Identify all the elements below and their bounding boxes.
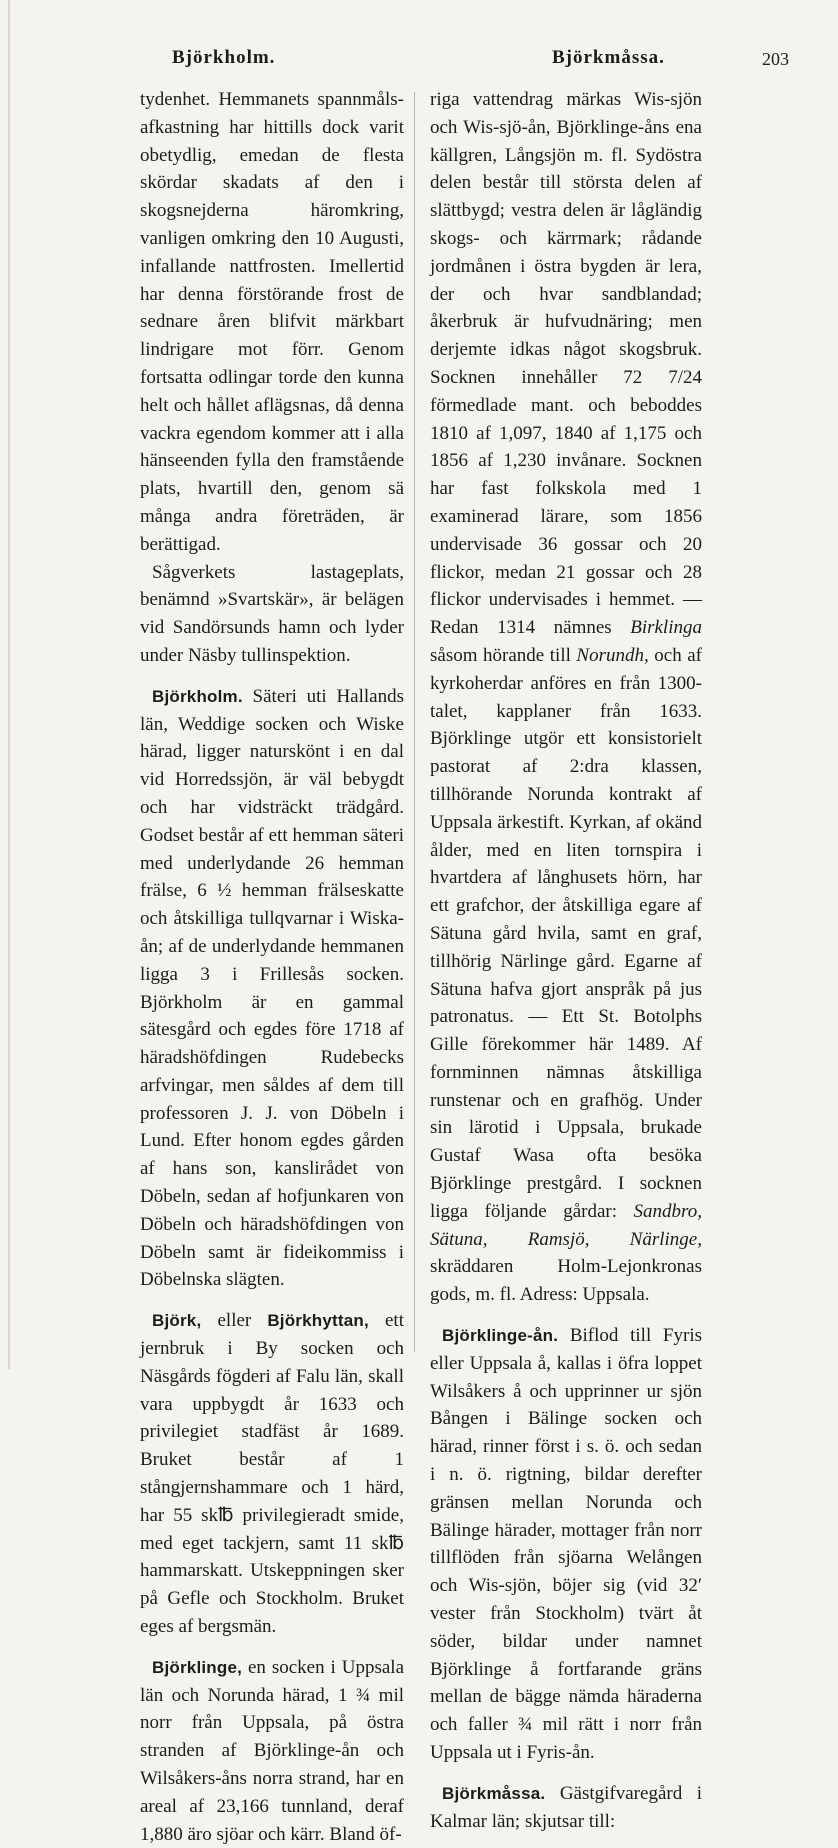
- entry-text: ett jernbruk i By socken och Näsgårds fögderi af Falu län, skall vara uppbygdt år 1633 och privilegiet stadfäst år 1689. Bruket består af 1 stångjernshammare och 1 härd, har 55 sk℔ privilegieradt smide, med eget tackjern, samt 11 sk℔ hammarskatt. Utskeppningen sker på Gefle och Stockholm. Bruket eges af bergsmän.: [140, 1310, 404, 1638]
- column-divider: [414, 92, 415, 1352]
- headword: Björklinge-ån.: [442, 1326, 559, 1346]
- headword: Björkmåssa.: [442, 1783, 546, 1803]
- entry-bjorkholm: [140, 683, 404, 1295]
- entry-text: riga vattendrag märkas Wis-sjön och Wis-sjö-ån, Björklinge-åns ena källgren, Långsjön m. fl. Sydöstra delen består till största delen af slättbygd; vestra delen är lågländig skogs- och kärrmark; rådande jordmånen i östra bygden är lera, der och hvar sandblandad; åkerbruk är hufvudnäring; men derjemte idkas något skogsbruk. Socknen innehåller 72 7/24 förmedlade mant. och beboddes 1810 af 1,097, 1840 af 1,175 och 1856 af 1,230 invånare. Socknen har fast folkskola med 1 examinerad lärare, som 1856 undervisade 36 gossar och 20 flickor, medan 21 gossar och 28 flickor undervisades i hemmet. — Redan 1314 nämnes: [430, 89, 702, 639]
- entry-text: Biflod till Fyris eller Uppsala å, kallas i öfra loppet Wilsåkers å och upprinner ur sjön Bången i Bälinge socken och härad, rinner först i s. ö. och sedan i n. ö. rigtning, bildar derefter gränsen mellan Norunda och Bälinge härader, mottager från norr tillflöden från sjöarna Welången och Wis-sjön, böjer sig (vid 32′ vester från Stockholm) tvärt åt söder, bildar under namnet Björklinge å fortfarande gräns mellan de bägge nämda häraderna och faller ¾ mil rätt i norr från Uppsala ut i Fyris-ån.: [430, 1325, 702, 1764]
- page-edge: [8, 0, 10, 1369]
- entry-text: Säteri uti Hallands län, Weddige socken och Wiske härad, ligger naturskönt i en dal vid Horredssjön, är väl bebygdt och har vidsträckt trädgård. Godset består af ett hemman säteri med underlydande 26 hemman frälse, 6 ½ hemman frälseskatte och åtskilliga tullqvarnar i Wiska-ån; af de underlydande hemmanen ligga 3 i Frillesås socken. Björkholm är en gammal sätesgård och egdes före 1718 af häradshöfdingen Rudebecks arfvingar, men såldes af dem till professoren J. J. von Döbeln i Lund. Efter honom egdes gården af hans son, kanslirådet von Döbeln, sedan af hofjunkaren von Döbeln och häradshöfdingen von Döbeln samt är fideikommiss i Döbelnska slägten.: [140, 685, 404, 1291]
- entry-text: skräddaren Holm-Lejonkronas gods, m. fl. Adress: Uppsala.: [430, 1256, 702, 1306]
- left-column: [140, 86, 404, 1848]
- entry-text: Gästgifvaregård i Kalmar län; skjutsar till:: [430, 1782, 702, 1832]
- headword: Björk,: [152, 1311, 202, 1331]
- right-column: [430, 86, 702, 1835]
- entry-bjorkmassa: [430, 1780, 702, 1836]
- page-number: 203: [762, 49, 789, 69]
- italic-term: Birklinga: [630, 617, 702, 639]
- running-header: [0, 47, 838, 77]
- headword: Björklinge,: [152, 1657, 243, 1677]
- italic-term: Norundh,: [576, 644, 649, 666]
- entry-text: såsom hörande till: [430, 644, 577, 666]
- entry-bjork: [140, 1307, 404, 1641]
- entry-bjorklinge: [140, 1654, 404, 1848]
- entry-text: en socken i Uppsala län och Norunda härad, 1 ¾ mil norr från Uppsala, på östra stranden af Björklinge-ån och Wilsåkers-åns norra strand, har en areal af 23,166 tunnland, deraf 1,880 äro sjöar och kärr. Bland öf-: [140, 1656, 404, 1845]
- entry-text: och af kyrkoherdar anföres en från 1300-talet, kapplaner från 1633. Björklinge utgör ett konsistorielt pastorat af 2:dra klassen, tillhörande Norunda kontrakt af Uppsala ärkestift. Kyrkan, af okänd ålder, med en liten tornspira i hvartdera af långhusets hörn, har ett grafchor, der åtskilliga egare af Sätuna gård hvila, samt en graf, tillhörig Närlinge gård. Egarne af Sätuna hafva gjort anspråk på jus patronatus. — Ett St. Botolphs Gille förekommer här 1489. Af fornminnen nämnas åtskilliga runstenar och en grafhög. Under sin lärotid i Uppsala, brukade Gustaf Wasa ofta besöka Björklinge prestgård. I socknen ligga följande gårdar:: [430, 644, 702, 1222]
- entry-paragraph: Sågverkets lastageplats, benämnd »Svartskär», är belägen vid Sandörsunds hamn och lyder under Näsby tullinspektion.: [140, 561, 404, 666]
- header-left-title: Björkholm.: [172, 47, 276, 68]
- italic-term: Sandbro, Sätuna, Ramsjö, Närlinge,: [430, 1200, 702, 1250]
- entry-continuation: [430, 86, 702, 1309]
- header-right-title: Björkmåssa.: [552, 47, 665, 68]
- headword: Björkholm.: [152, 686, 243, 706]
- entry-text: eller: [201, 1310, 268, 1332]
- entry-bjorklinge-an: [430, 1322, 702, 1767]
- entry-continuation: tydenhet. Hemmanets spannmåls-afkastning har hittills dock varit obetydlig, emedan de flesta skördar skadats af den i skogsnejderna häromkring, vanligen omkring den 10 Augusti, infallande nattfrosten. Imellertid har denna förstörande frost de sednare åren blifvit märkbart lindrigare mot förr. Genom fortsatta odlingar torde den kunna helt och hållet aflägsnas, då denna vackra egendom kommer att i alla hänseenden fylla den framstående plats, hvartill den, genom sä många andra företräden, är berättigad.: [140, 89, 404, 555]
- headword: Björkhyttan,: [267, 1311, 369, 1331]
